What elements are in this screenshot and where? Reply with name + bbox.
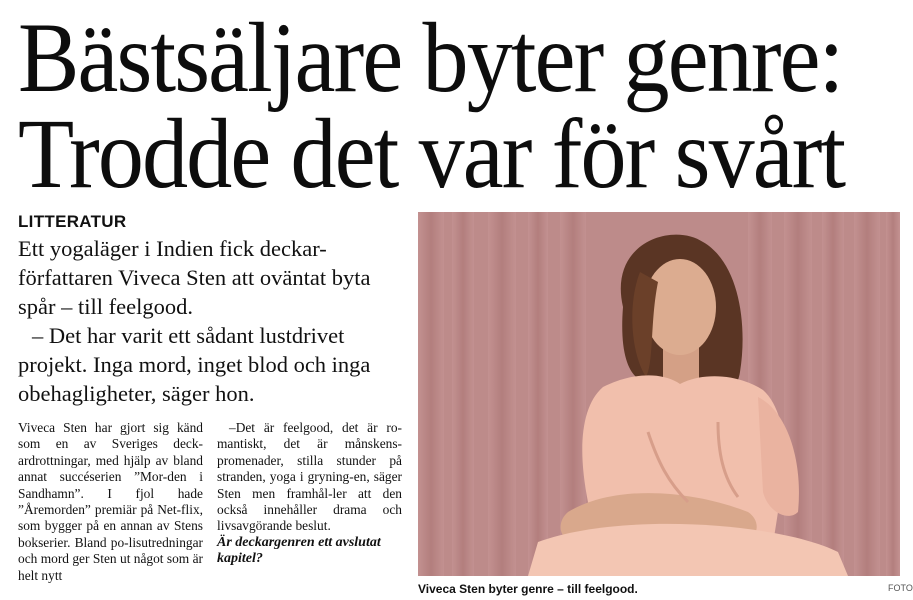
- body-text-col2: –Det är feelgood, det är ro-mantiskt, det är månskens-promenader, stilla stunder på stranden, yoga i gryning-en, säger Sten men framhål-ler att den också innehåller drama och livsavgörande beslut.: [217, 420, 402, 534]
- body-column-1: [18, 420, 203, 584]
- portrait-photo: [418, 212, 900, 576]
- face: [644, 259, 716, 355]
- headline-line-1: Bästsäljare byter genre:: [18, 2, 843, 113]
- portrait-illustration: [418, 212, 900, 576]
- photo-caption: Viveca Sten byter genre – till feelgood.: [418, 582, 638, 596]
- section-kicker: LITTERATUR: [18, 212, 127, 231]
- body-column-2: [217, 420, 402, 567]
- photo-credit: FOTO: [888, 583, 913, 593]
- body-text-col1: Viveca Sten har gjort sig känd som en av Sveriges deck-ardrottningar, med hjälp av bland annat succéserien ”Mor-den i Sandhamn”. I fjol hade ”Åremorden” premiär på Net-flix, som bygger på en annan av Stens bokserier. Bland po-lisutredningar och mord ger Sten ut något som är helt nytt: [18, 420, 203, 583]
- lead-paragraph: [18, 234, 398, 408]
- headline-line-2: Trodde det var för svårt: [18, 98, 845, 209]
- lead-text-2: – Det har varit ett sådant lustdrivet projekt. Inga mord, inget blod och inga obehagligheter, säger hon.: [18, 323, 371, 406]
- subheading: Är deckargenren ett avslutat kapitel?: [217, 534, 381, 566]
- lead-text-1: Ett yogaläger i Indien fick deckar-författaren Viveca Sten att oväntat byta spår – till feelgood.: [18, 236, 371, 319]
